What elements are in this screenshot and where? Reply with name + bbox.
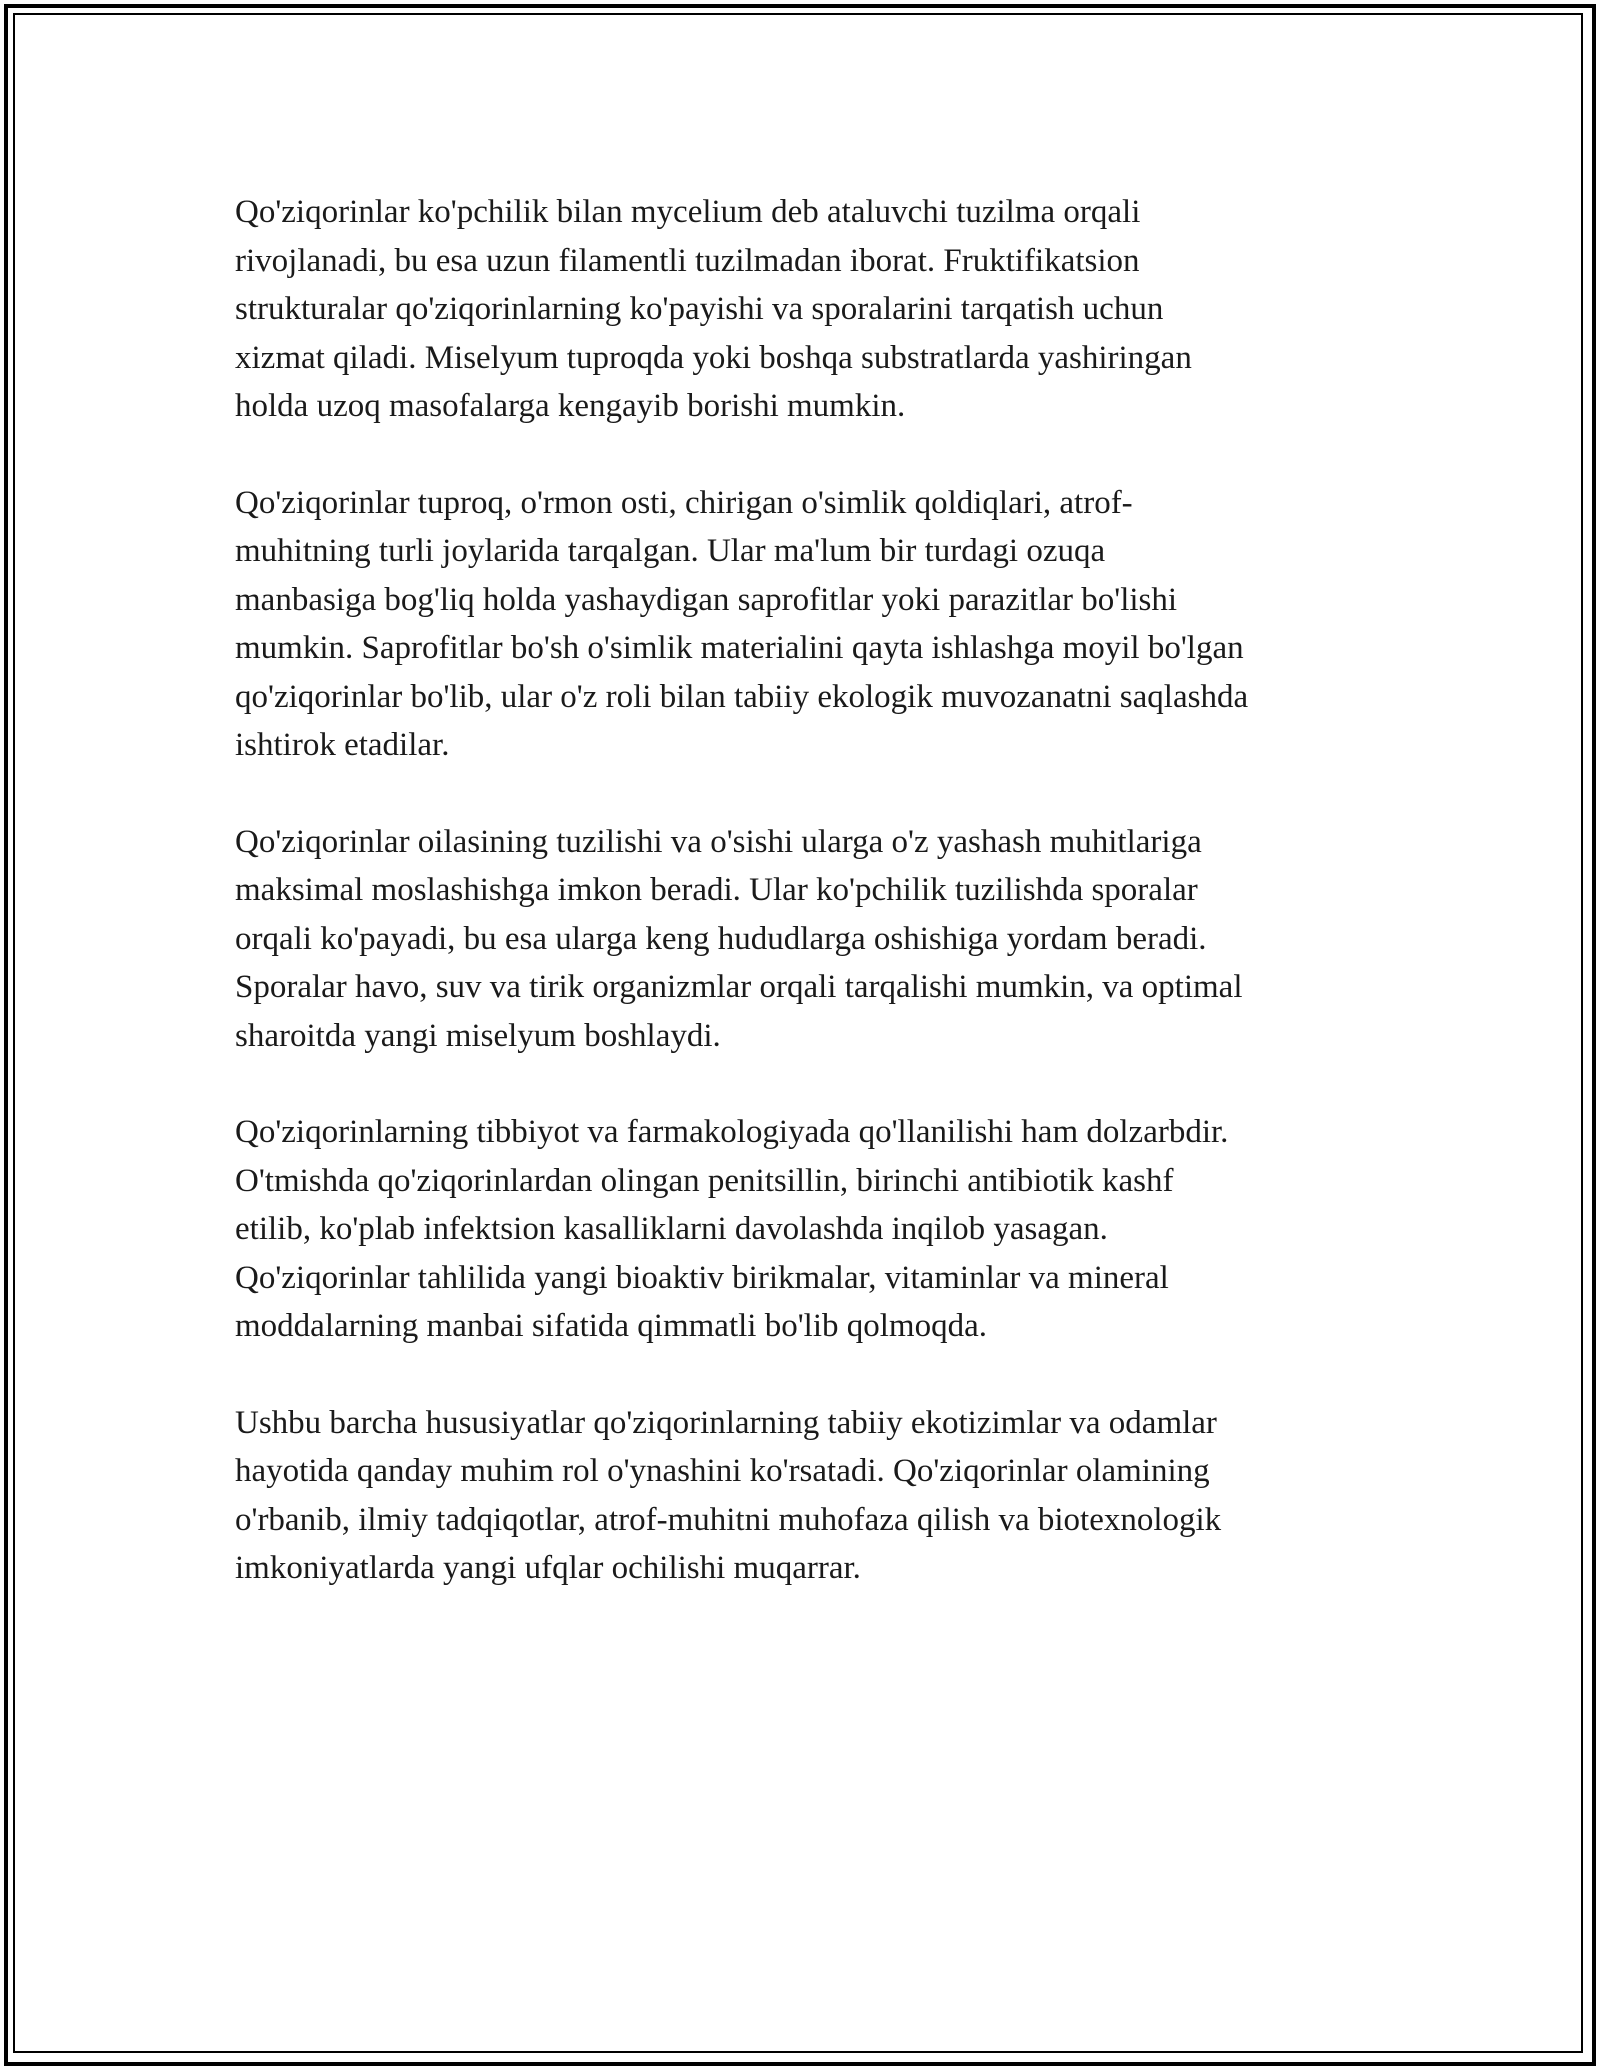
paragraph-line: holda uzoq masofalarga kengayib borishi mumkin. — [235, 388, 906, 424]
paragraph-line: orqali ko'payadi, bu esa ularga keng hududlarga oshishiga yordam beradi. — [235, 920, 1207, 957]
paragraph-2 — [235, 479, 1380, 770]
paragraph-line: Qo'ziqorinlar oilasining tuzilishi va o'sishi ularga o'z yashash muhitlariga — [235, 823, 1202, 860]
paragraph-line: Qo'ziqorinlar tuproq, o'rmon osti, chirigan o'simlik qoldiqlari, atrof- — [235, 484, 1133, 521]
paragraph-3 — [235, 818, 1380, 1061]
paragraph-line: mumkin. Saprofitlar bo'sh o'simlik materialini qayta ishlashga moyil bo'lgan — [235, 630, 1244, 666]
document-body — [235, 188, 1380, 1641]
paragraph-5 — [235, 1399, 1380, 1593]
paragraph-line: imkoniyatlarda yangi ufqlar ochilishi muqarrar. — [235, 1550, 861, 1586]
paragraph-1 — [235, 188, 1380, 431]
paragraph-line: qo'ziqorinlar bo'lib, ular o'z roli bilan tabiiy ekologik muvozanatni saqlashda — [235, 678, 1249, 715]
paragraph-line: manbasiga bog'liq holda yashaydigan saprofitlar yoki parazitlar bo'lishi — [235, 581, 1178, 618]
paragraph-line: strukturalar qo'ziqorinlarning ko'payishi va sporalarini tarqatish uchun — [235, 291, 1164, 327]
paragraph-line: muhitning turli joylarida tarqalgan. Ular ma'lum bir turdagi ozuqa — [235, 533, 1106, 569]
paragraph-line: o'rbanib, ilmiy tadqiqotlar, atrof-muhitni muhofaza qilish va biotexnologik — [235, 1501, 1222, 1538]
paragraph-line: moddalarning manbai sifatida qimmatli bo'lib qolmoqda. — [235, 1308, 987, 1344]
paragraph-line: Qo'ziqorinlar ko'pchilik bilan mycelium deb ataluvchi tuzilma orqali — [235, 194, 1141, 230]
paragraph-4 — [235, 1108, 1380, 1351]
paragraph-line: Qo'ziqorinlar tahlilida yangi bioaktiv birikmalar, vitaminlar va mineral — [235, 1259, 1169, 1296]
paragraph-line: etilib, ko'plab infektsion kasalliklarni davolashda inqilob yasagan. — [235, 1211, 1108, 1247]
paragraph-line: rivojlanadi, bu esa uzun filamentli tuzilmadan iborat. Fruktifikatsion — [235, 242, 1140, 279]
paragraph-line: O'tmishda qo'ziqorinlardan olingan penitsillin, birinchi antibiotik kashf — [235, 1162, 1174, 1199]
paragraph-line: Qo'ziqorinlarning tibbiyot va farmakologiyada qo'llanilishi ham dolzarbdir. — [235, 1114, 1229, 1150]
paragraph-line: xizmat qiladi. Miselyum tuproqda yoki boshqa substratlarda yashiringan — [235, 339, 1192, 376]
paragraph-line: Ushbu barcha hususiyatlar qo'ziqorinlarning tabiiy ekotizimlar va odamlar — [235, 1404, 1217, 1441]
paragraph-line: Sporalar havo, suv va tirik organizmlar orqali tarqalishi mumkin, va optimal — [235, 969, 1243, 1005]
paragraph-line: ishtirok etadilar. — [235, 727, 450, 763]
paragraph-line: sharoitda yangi miselyum boshlaydi. — [235, 1017, 721, 1054]
paragraph-line: hayotida qanday muhim rol o'ynashini ko'rsatadi. Qo'ziqorinlar olamining — [235, 1453, 1210, 1489]
paragraph-line: maksimal moslashishga imkon beradi. Ular ko'pchilik tuzilishda sporalar — [235, 872, 1198, 908]
